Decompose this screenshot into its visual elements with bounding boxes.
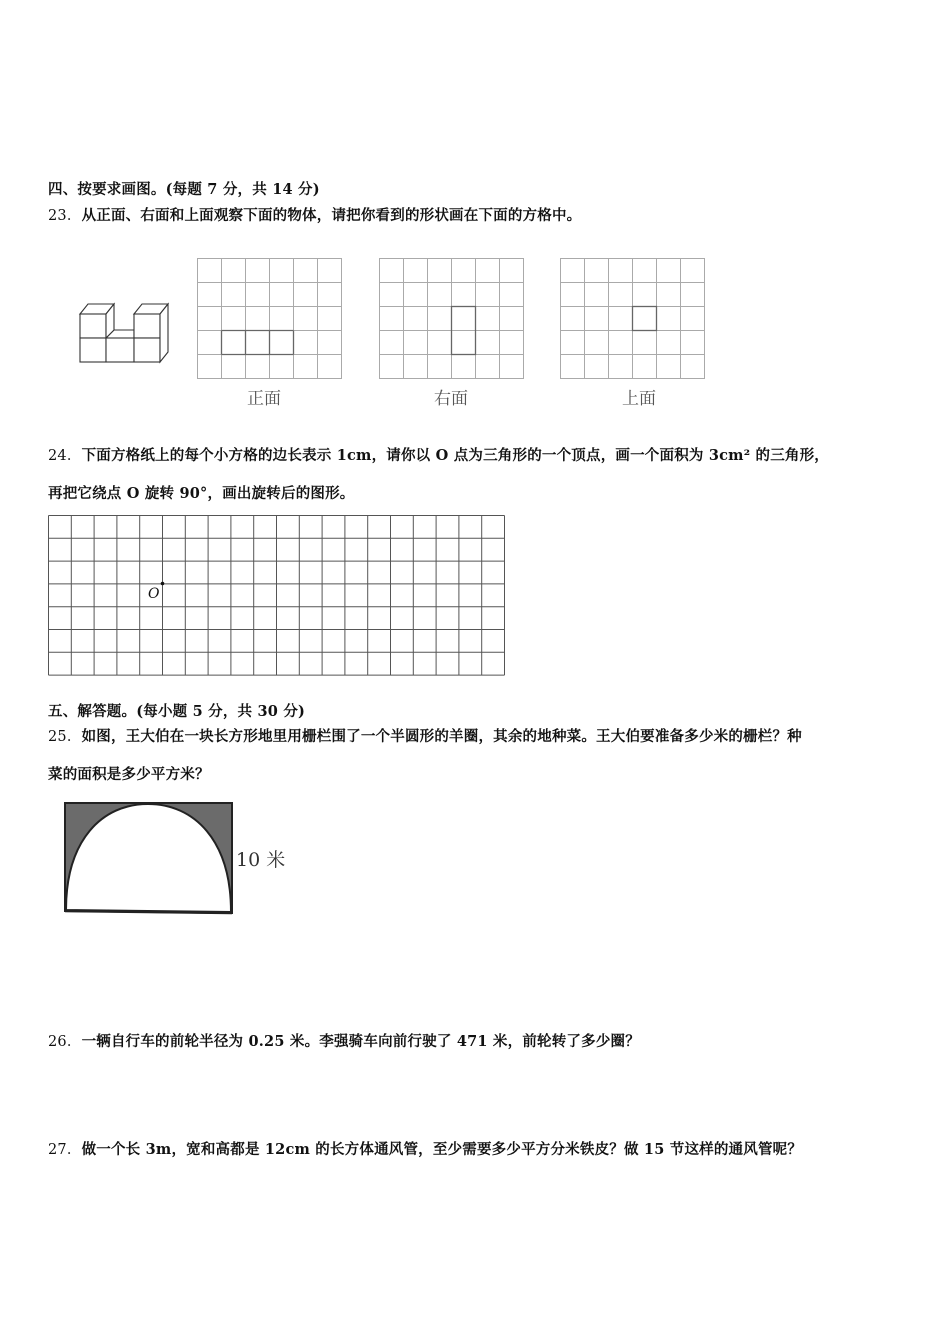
- question-26-number: 26．: [48, 1034, 82, 1050]
- question-27-number: 27．: [48, 1142, 82, 1158]
- label-right-view: 右面: [434, 389, 468, 409]
- question-25-line2: 菜的面积是多少平方米？: [48, 766, 210, 783]
- semicircle-pen-figure: [62, 800, 302, 918]
- cube-front-bottom-left: [80, 338, 106, 362]
- question-23-number: 23．: [48, 208, 82, 224]
- cube-front-bottom-right: [134, 338, 160, 362]
- cube-front-top-left: [80, 314, 106, 338]
- cube-front-top-right: [134, 314, 160, 338]
- grid-right-view[interactable]: [379, 258, 525, 380]
- point-o[interactable]: [161, 582, 165, 586]
- section-4-title: 四、按要求画图。(每题 7 分，共 14 分): [48, 181, 320, 198]
- section-5-title: 五、解答题。(每小题 5 分，共 30 分): [48, 703, 306, 720]
- question-25-number: 25．: [48, 729, 82, 745]
- front-view-drawn-shape: [222, 331, 294, 355]
- question-26-text: 一辆自行车的前轮半径为 0.25 米。李强骑车向前行驶了 471 米，前轮转了多少圈？: [81, 1033, 640, 1050]
- question-24-number: 24．: [48, 448, 82, 464]
- label-top-view: 上面: [622, 389, 656, 409]
- grid-paper-q24[interactable]: [48, 515, 506, 678]
- cube-side-right: [160, 304, 168, 362]
- question-27-text: 做一个长 3m，宽和高都是 12cm 的长方体通风管，至少需要多少平方分米铁皮？做 15 节这样的通风管呢？: [81, 1141, 803, 1158]
- dimension-label: 10 米: [236, 849, 286, 871]
- question-24-line2: 再把它绕点 O 旋转 90°，画出旋转后的图形。: [48, 485, 355, 502]
- point-o-label: O: [148, 586, 160, 602]
- grid-front-view[interactable]: [197, 258, 343, 380]
- question-25-text: 如图，王大伯在一块长方形地里用栅栏围了一个半圆形的羊圈，其余的地种菜。王大伯要准备多少米的栅栏？种: [81, 728, 802, 745]
- grid-top-view[interactable]: [560, 258, 706, 380]
- question-24: [48, 444, 829, 465]
- label-front-view: 正面: [247, 389, 281, 409]
- question-23: [48, 204, 581, 225]
- cube-front-bottom-middle: [106, 338, 134, 362]
- question-24-text: 下面方格纸上的每个小方格的边长表示 1cm，请你以 O 点为三角形的一个顶点，画一个面积为 3cm² 的三角形，: [81, 447, 830, 464]
- question-23-text: 从正面、右面和上面观察下面的物体，请把你看到的形状画在下面的方格中。: [81, 207, 582, 224]
- question-27: [48, 1138, 802, 1159]
- question-25: [48, 725, 802, 746]
- top-view-drawn-shape: [633, 307, 657, 331]
- question-26: [48, 1030, 640, 1051]
- cube-object-figure: [76, 300, 172, 366]
